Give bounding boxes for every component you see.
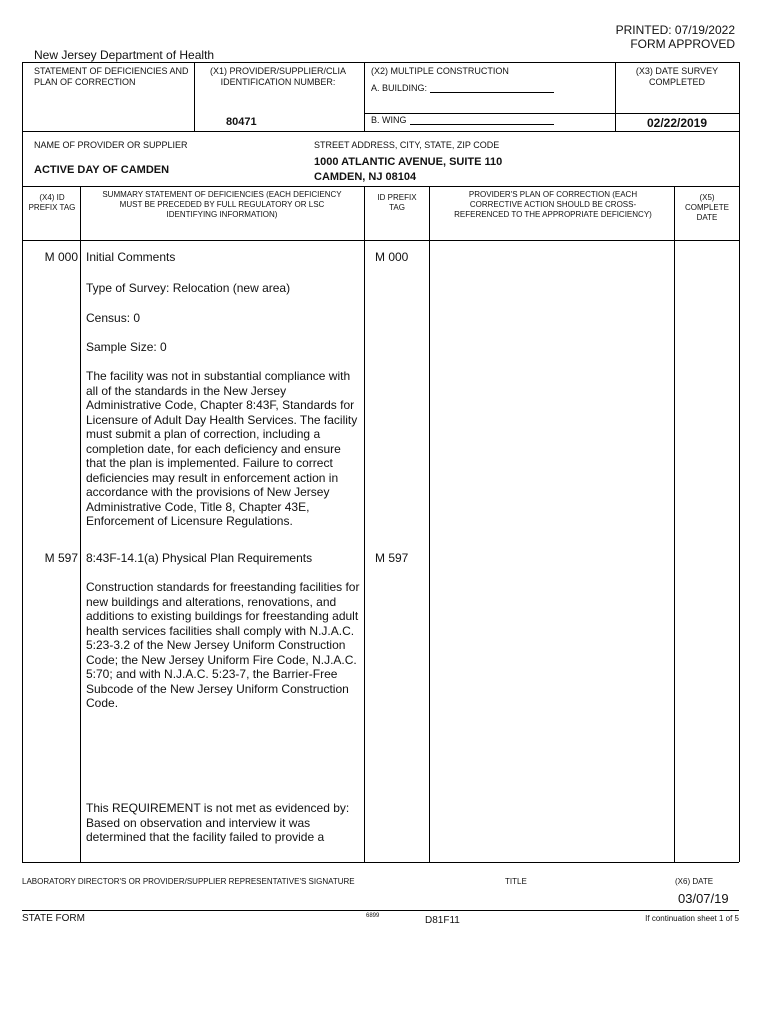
col-divider-4 (674, 186, 675, 862)
form-number: 6899 (366, 913, 380, 919)
entry-tag: M 597 (44, 551, 78, 565)
entry-evidence: This REQUIREMENT is not met as evidenced by: Based on observation and interview it was determined that the facility failed to provide a (86, 801, 350, 844)
entry-title: Initial Comments (86, 250, 176, 264)
x6-label: (X6) DATE (675, 877, 714, 886)
summary-header: SUMMARY STATEMENT OF DEFICIENCIES (EACH DEFICIENCY MUST BE PRECEDED BY FULL REGULATORY OR LSC IDENTIFYING INFORMATION) (102, 190, 342, 219)
state-form-label: STATE FORM (22, 913, 85, 924)
wing-line (410, 124, 554, 125)
entry-tag: M 000 (44, 250, 78, 264)
x2-label: (X2) MULTIPLE CONSTRUCTION (371, 66, 509, 76)
provider-name: ACTIVE DAY OF CAMDEN (34, 164, 170, 176)
printed-date: PRINTED: 07/19/2022 (615, 23, 735, 37)
wing-label: B. WING (371, 115, 407, 125)
agency-name: New Jersey Department of Health (34, 48, 215, 62)
footer-divider (22, 910, 739, 911)
col-divider-3 (429, 186, 430, 862)
entry-id-tag: M 000 (375, 250, 409, 264)
title-label: TITLE (505, 877, 527, 886)
form-approved: FORM APPROVED (630, 37, 735, 51)
entry-id-tag: M 597 (375, 551, 409, 565)
signature-date: 03/07/19 (678, 891, 729, 906)
statement-label: STATEMENT OF DEFICIENCIES AND PLAN OF CORRECTION (34, 66, 189, 87)
id-header: ID PREFIX TAG (377, 193, 417, 212)
col-divider-1 (80, 186, 81, 862)
x3-label: (X3) DATE SURVEY COMPLETED (635, 66, 719, 87)
entry-paragraph: Type of Survey: Relocation (new area) (86, 281, 291, 295)
address-line2: CAMDEN, NJ 08104 (314, 171, 417, 183)
survey-date: 02/22/2019 (646, 116, 708, 130)
event-id: D81F11 (425, 915, 460, 926)
entry-paragraph: Census: 0 (86, 311, 141, 325)
plan-header: PROVIDER'S PLAN OF CORRECTION (EACH CORRECTIVE ACTION SHOULD BE CROSS-REFERENCED TO THE APPROPRIATE DEFICIENCY) (454, 190, 652, 219)
entry-paragraph: The facility was not in substantial compliance with all of the standards in the New Jersey Administrative Code, Chapter 8:43F, Standards for Licensure of Adult Day Health Services. The facility must submit a plan of correction, including a completion date, for each deficiency and ensure that the plan is implemented. Failure to correct deficiencies may result in enforcement action in accordance with the provisions of New Jersey Administrative Code, Title 8, Chapter 43E, Enforcement of Licensure Regulations. (86, 369, 358, 528)
x1-label: (X1) PROVIDER/SUPPLIER/CLIA IDENTIFICATION NUMBER: (209, 66, 347, 87)
col-divider-2 (364, 186, 365, 862)
building-line (430, 92, 554, 93)
x5-header: (X5) COMPLETE DATE (684, 193, 729, 222)
provider-id: 80471 (226, 116, 257, 128)
entry-title: 8:43F-14.1(a) Physical Plan Requirements (86, 551, 313, 565)
print-info (616, 23, 735, 51)
address-label: STREET ADDRESS, CITY, STATE, ZIP CODE (314, 140, 500, 150)
continuation-note: If continuation sheet 1 of 5 (645, 914, 739, 923)
provider-name-label: NAME OF PROVIDER OR SUPPLIER (34, 140, 188, 150)
entry-paragraph: Sample Size: 0 (86, 340, 167, 354)
entry-paragraph: Construction standards for freestanding facilities for new buildings and alterations, renovations, and additions to existing buildings for freestanding adult health services facilities shall comply with N.J.A.C. 5:23-3.2 of the New Jersey Uniform Construction Code; the New Jersey Uniform Fire Code, N.J.A.C. 5:70; and with N.J.A.C. 5:23-7, the Barrier-Free Subcode of the New Jersey Uniform Construction Code. (86, 580, 360, 710)
table-bottom-border (22, 862, 739, 863)
address-line1: 1000 ATLANTIC AVENUE, SUITE 110 (314, 156, 503, 168)
building-label: A. BUILDING: (371, 83, 428, 93)
x4-header: (X4) ID PREFIX TAG (28, 193, 76, 212)
signature-label: LABORATORY DIRECTOR'S OR PROVIDER/SUPPLIER REPRESENTATIVE'S SIGNATURE (22, 877, 355, 886)
